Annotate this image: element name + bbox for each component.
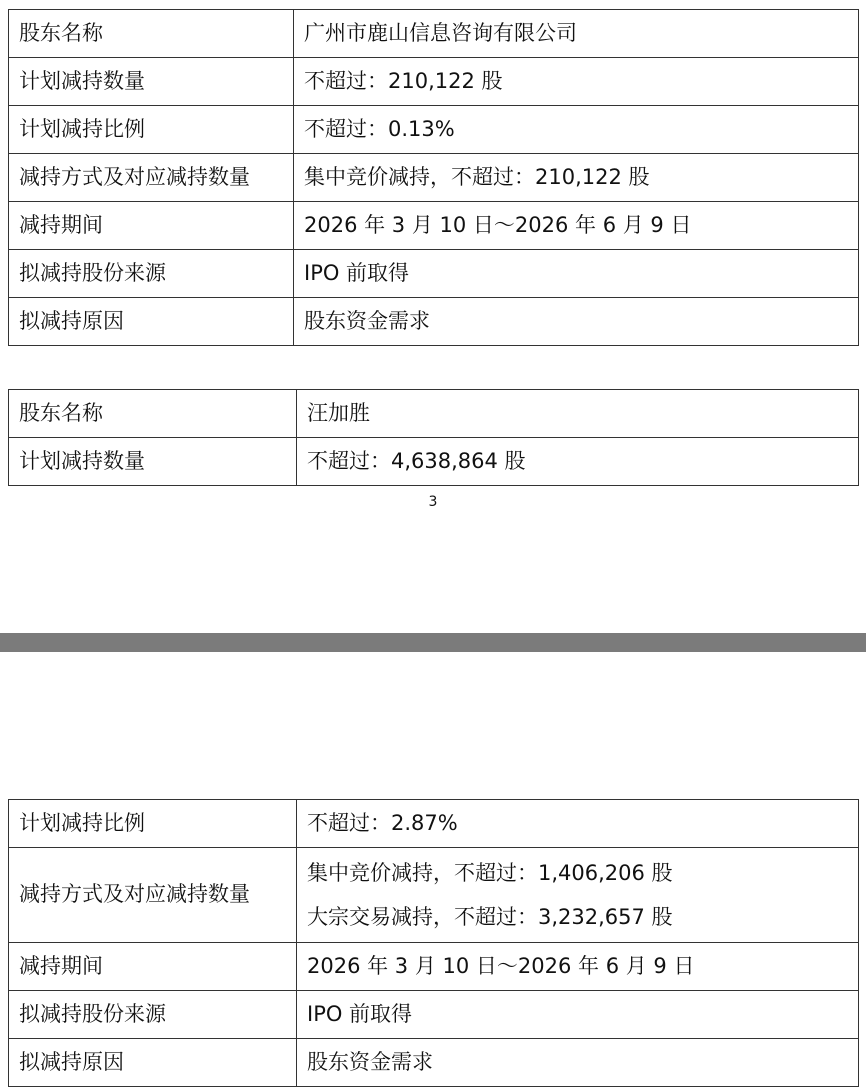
row-value-line: 集中竞价减持，不超过：1,406,206 股 (307, 861, 673, 885)
row-value: 不超过：0.13% (294, 106, 859, 154)
row-label: 减持方式及对应减持数量 (9, 848, 297, 943)
row-value: IPO 前取得 (297, 991, 859, 1039)
row-label: 计划减持数量 (9, 438, 297, 486)
table-row (9, 800, 859, 848)
page-number: 3 (428, 494, 438, 510)
row-value: 不超过：2.87% (297, 800, 859, 848)
row-value: 广州市鹿山信息咨询有限公司 (294, 10, 859, 58)
row-value: 2026 年 3 月 10 日～2026 年 6 月 9 日 (297, 943, 859, 991)
row-value: 不超过：210,122 股 (294, 58, 859, 106)
row-label: 减持期间 (9, 943, 297, 991)
shareholder-table-wang-jiasheng (8, 389, 859, 486)
row-value: 不超过：4,638,864 股 (297, 438, 859, 486)
table-row (9, 106, 859, 154)
row-value-line: 大宗交易减持，不超过：3,232,657 股 (307, 905, 673, 929)
table-row (9, 202, 859, 250)
shareholder-table-guangzhou-lushan (8, 9, 859, 346)
row-label: 拟减持原因 (9, 298, 294, 346)
row-label: 拟减持股份来源 (9, 991, 297, 1039)
row-label: 减持期间 (9, 202, 294, 250)
row-label: 减持方式及对应减持数量 (9, 154, 294, 202)
table-row (9, 943, 859, 991)
row-label: 计划减持比例 (9, 106, 294, 154)
row-value: 集中竞价减持，不超过：210,122 股 (294, 154, 859, 202)
table-row (9, 298, 859, 346)
row-value: 汪加胜 (297, 390, 859, 438)
row-label: 股东名称 (9, 10, 294, 58)
table-row (9, 991, 859, 1039)
table-row (9, 154, 859, 202)
table-row (9, 1039, 859, 1087)
row-value: 2026 年 3 月 10 日～2026 年 6 月 9 日 (294, 202, 859, 250)
table-row (9, 390, 859, 438)
row-label: 计划减持数量 (9, 58, 294, 106)
table-row (9, 250, 859, 298)
row-label: 拟减持原因 (9, 1039, 297, 1087)
table-row (9, 10, 859, 58)
row-value: 股东资金需求 (297, 1039, 859, 1087)
shareholder-table-wang-jiasheng-continued (8, 799, 859, 1087)
row-label: 股东名称 (9, 390, 297, 438)
row-label: 拟减持股份来源 (9, 250, 294, 298)
table-row (9, 848, 859, 943)
row-value: 股东资金需求 (294, 298, 859, 346)
row-label: 计划减持比例 (9, 800, 297, 848)
page-divider (0, 633, 866, 652)
table-row (9, 58, 859, 106)
table-row (9, 438, 859, 486)
row-value-multiline (297, 848, 859, 943)
row-value: IPO 前取得 (294, 250, 859, 298)
